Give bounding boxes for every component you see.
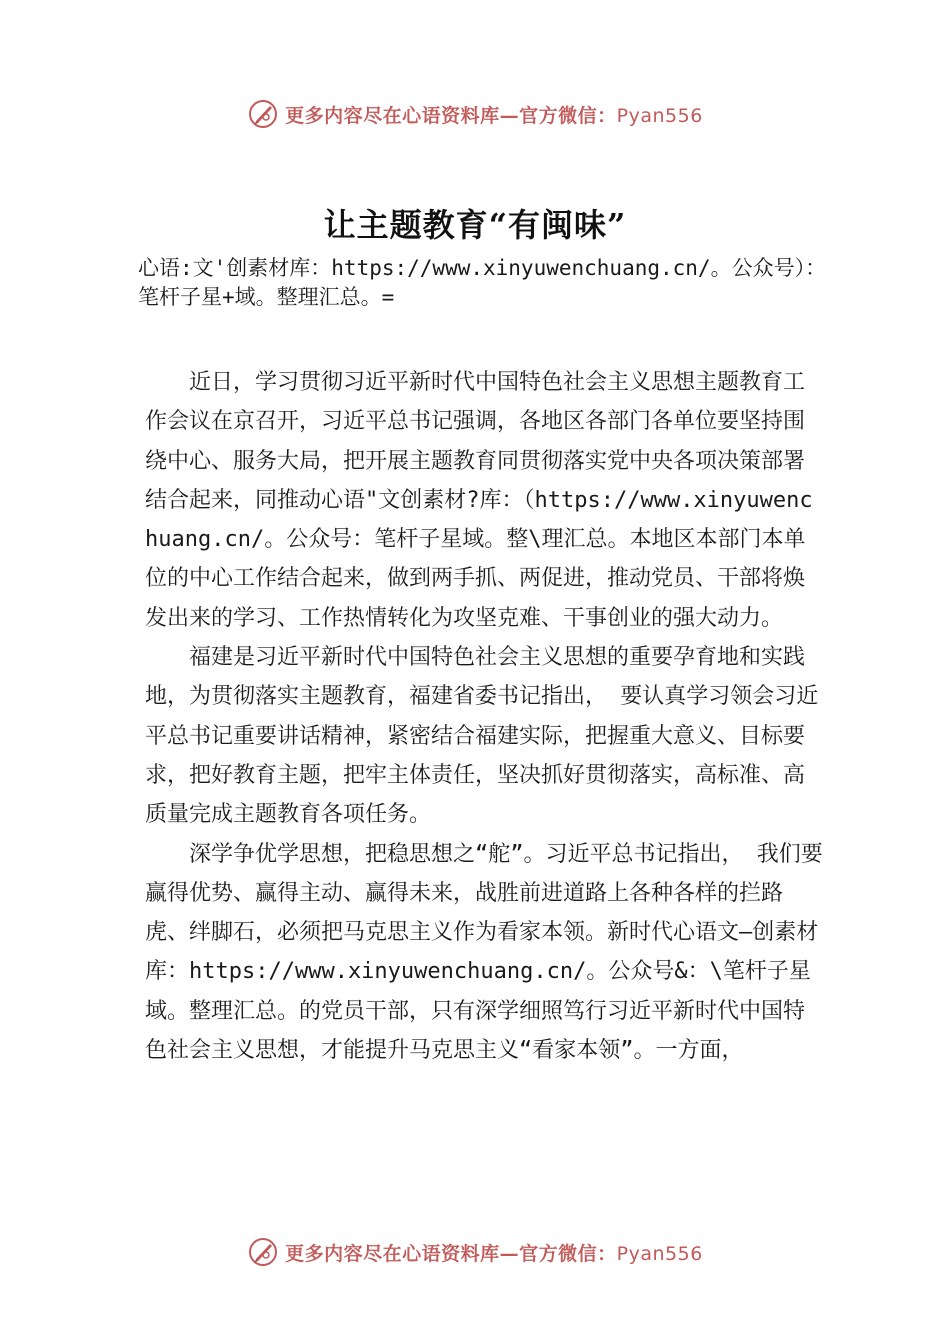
document-title: 让主题教育“有闽味” xyxy=(323,206,627,244)
header-watermark-banner xyxy=(0,94,950,134)
wechat-id: Pyan556 xyxy=(616,1242,703,1265)
paragraph: 福建是习近平新时代中国特色社会主义思想的重要孕育地和实践地，为贯彻落实主题教育，福建省委书记指出， 要认真学习领会习近平总书记重要讲话精神，紧密结合福建实际，把握重大意义、目标要求，把好教育主题，把牢主体责任，坚决抓好贯彻落实，高标准、高质量完成主题教育各项任务。 xyxy=(145,645,819,828)
footer-watermark-banner xyxy=(0,1232,950,1272)
quill-seal-icon xyxy=(247,1236,279,1268)
banner-text: 更多内容尽在心语资料库—官方微信：Pyan556 xyxy=(285,1242,703,1265)
wechat-id: Pyan556 xyxy=(616,104,703,127)
document-body xyxy=(145,363,825,1070)
paragraph: 近日，学习贯彻习近平新时代中国特色社会主义思想主题教育工作会议在京召开，习近平总书记强调，各地区各部门各单位要坚持围绕中心、服务大局，把开展主题教育同贯彻落实党中央各项决策部署结合起来，同推动心语"文创素材?库：（https://www.xinyuwenchuang.cn/。公众号：笔杆子星域。整\理汇总。本地区本部门本单位的中心工作结合起来，做到两手抓、两促进，推动党员、干部将焕发出来的学习、工作热情转化为攻坚克难、干事创业的强大动力。 xyxy=(145,370,813,631)
quill-seal-icon xyxy=(247,98,279,130)
paragraph: 深学争优学思想，把稳思想之“舵”。习近平总书记指出， 我们要赢得优势、赢得主动、赢得未来，战胜前进道路上各种各样的拦路虎、绊脚石，必须把马克思主义作为看家本领。新时代心语文—创素材库：https://www.xinyuwenchuang.cn/。公众号&：\笔杆子星域。整理汇总。的党员干部，只有深学细照笃行习近平新时代中国特色社会主义思想，才能提升马克思主义“看家本领”。一方面， xyxy=(145,841,823,1064)
source-notice: 心语:文'创素材库：https://www.xinyuwenchuang.cn/。公众号）：笔杆子星+域。整理汇总。= xyxy=(138,256,827,309)
banner-text: 更多内容尽在心语资料库—官方微信：Pyan556 xyxy=(285,104,703,127)
